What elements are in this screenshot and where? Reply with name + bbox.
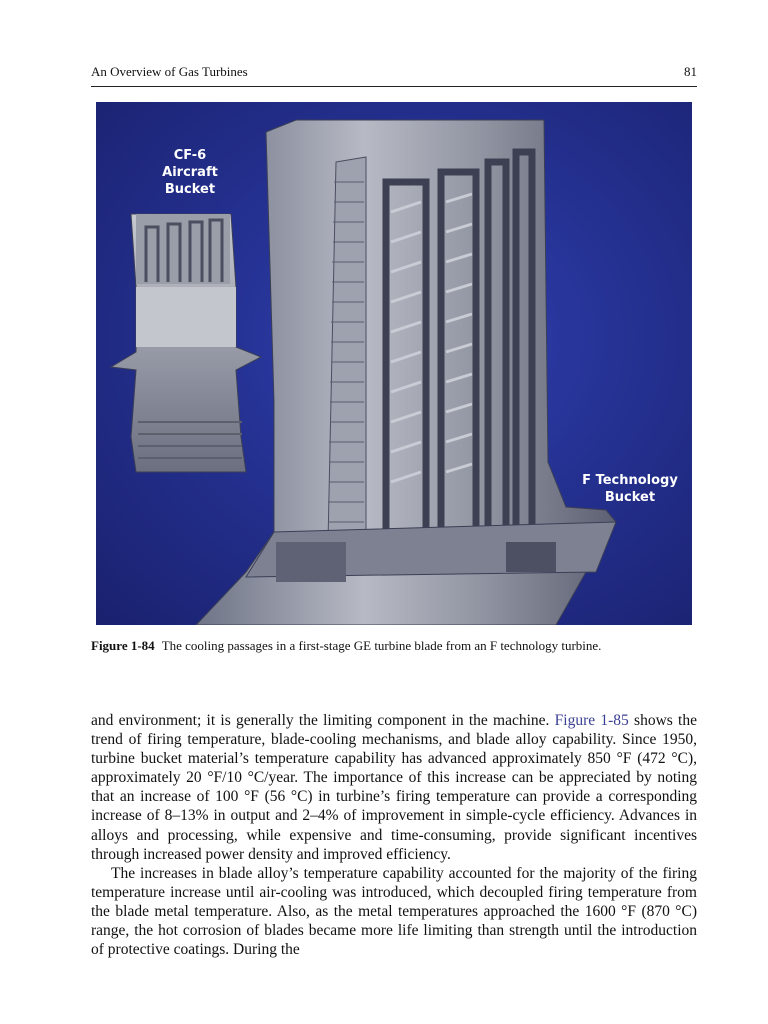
paragraph-2: The increases in blade alloy’s temperature capability accounted for the majority of the firing temperature increase until air-cooling was introduced, which decoupled firing temperature from the blade metal temperature. Also, as the metal temperatures approached the 1600 °F (870 °C) range, the hot corrosion of blades became more life limiting than strength until the introduction of protective coatings. During the	[91, 864, 697, 959]
paragraph-1-rest: shows the trend of firing temperature, blade-cooling mechanisms, and blade alloy capability. Since 1950, turbine bucket material’s temperature capability has advanced approximately 850 °F (472 °C), approximately 20 °F/10 °C/year. The importance of this increase can be appreciated by noting that an increase of 100 °F (56 °C) in turbine’s firing temperature can provide a corresponding increase of 8–13% in output and 2–4% of improvement in simple-cycle efficiency. Advances in alloys and processing, while expensive and time-consuming, provide significant incentives through increased power density and improved efficiency.	[91, 712, 697, 863]
cf6-label-line-2: Aircraft	[162, 165, 218, 180]
cf6-label-line-1: CF-6	[173, 148, 207, 163]
paragraph-1-start: and environment; it is generally the limiting component in the machine.	[91, 712, 555, 729]
caption-number: Figure 1-84	[91, 638, 155, 653]
running-header	[91, 62, 697, 87]
ftech-label-line-1: F Technology	[582, 473, 678, 488]
page-number: 81	[684, 64, 697, 79]
cf6-label-line-3: Bucket	[164, 182, 216, 197]
figure-caption	[91, 637, 697, 654]
running-title: An Overview of Gas Turbines	[91, 64, 248, 79]
paragraph-1	[91, 711, 697, 864]
ftech-label-line-2: Bucket	[604, 490, 656, 505]
body-text	[91, 711, 697, 959]
caption-text: The cooling passages in a first-stage GE turbine blade from an F technology turbine.	[161, 638, 602, 653]
turbine-blade-photo	[96, 102, 692, 625]
figure-reference-link[interactable]: Figure 1-85	[554, 712, 629, 729]
